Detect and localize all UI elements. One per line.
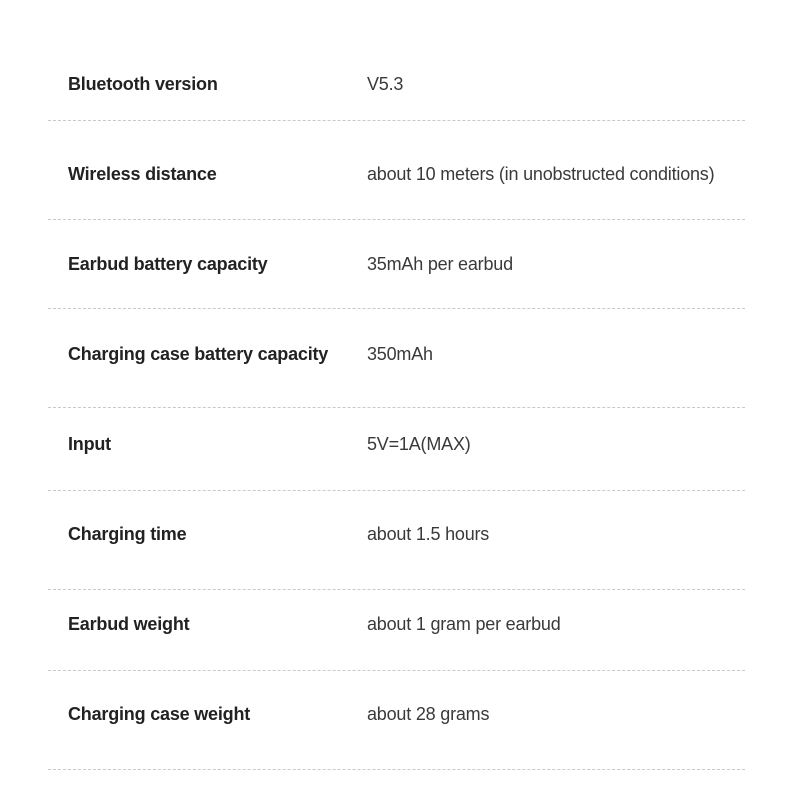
spec-label: Charging time [68, 524, 187, 544]
spec-value: about 1.5 hours [367, 524, 490, 544]
spec-value: 5V=1A(MAX) [367, 434, 471, 454]
spec-label: Earbud battery capacity [68, 254, 268, 274]
row-divider [48, 308, 745, 309]
row-divider [48, 589, 745, 590]
spec-label: Charging case battery capacity [68, 344, 329, 364]
spec-label: Bluetooth version [68, 74, 218, 94]
spec-label: Charging case weight [68, 704, 251, 724]
row-divider [48, 769, 745, 770]
row-divider [48, 120, 745, 121]
row-divider [48, 670, 745, 671]
spec-label: Wireless distance [68, 164, 217, 184]
spec-value: V5.3 [367, 74, 404, 94]
spec-value: 350mAh [367, 344, 433, 364]
row-divider [48, 490, 745, 491]
spec-value: about 1 gram per earbud [367, 614, 561, 634]
row-divider [48, 219, 745, 220]
spec-value: about 10 meters (in unobstructed conditions) [367, 164, 715, 184]
spec-label: Input [68, 434, 111, 454]
row-divider [48, 407, 745, 408]
spec-value: 35mAh per earbud [367, 254, 513, 274]
spec-label: Earbud weight [68, 614, 190, 634]
spec-value: about 28 grams [367, 704, 490, 724]
